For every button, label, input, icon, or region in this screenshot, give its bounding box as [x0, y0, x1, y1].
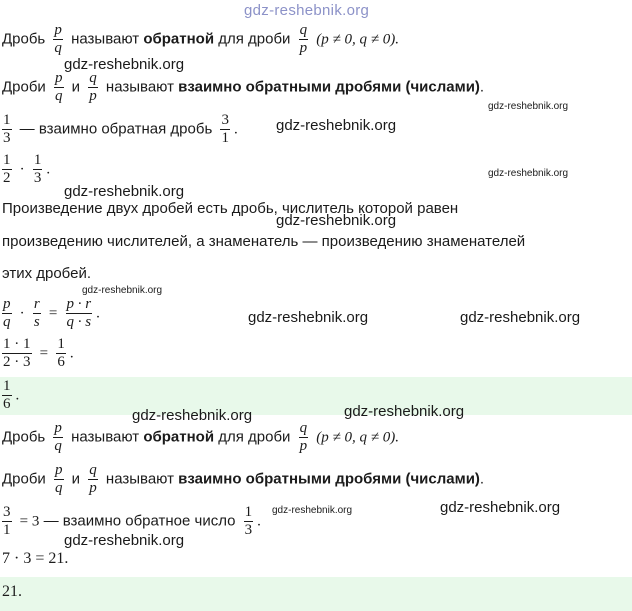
equals: =	[39, 345, 49, 362]
watermark: gdz-reshebnik.org	[64, 183, 185, 200]
watermark: gdz-reshebnik.org	[276, 117, 397, 134]
fraction-p-over-q: $\frac{p}{q}$	[55, 70, 63, 104]
rule-line-2: произведению числителей, а знаменатель — произведению знаменателей	[2, 233, 526, 250]
fraction-pr-qs: $\frac{p \cdot r}{q \cdot s}$	[66, 296, 92, 330]
watermark: gdz-reshebnik.org	[272, 505, 353, 516]
fraction-1-3: $\frac{1}{3}$	[244, 504, 253, 538]
definition-reciprocal	[2, 22, 399, 57]
fraction-p-over-q: $\frac{p}{q}$	[54, 22, 62, 56]
calc-product	[2, 336, 74, 371]
watermark: gdz-reshebnik.org	[248, 309, 369, 326]
text-reciprocal-number: — взаимно обратное число	[43, 512, 236, 530]
watermark: gdz-reshebnik.org	[440, 499, 561, 516]
rule-line-1: Произведение двух дробей есть дробь, числитель которой равен	[2, 200, 459, 217]
term-reciprocal: обратной	[143, 30, 215, 48]
fraction-r-s: $\frac{r}{s}$	[33, 296, 40, 330]
watermark-top: gdz-reshebnik.org	[244, 2, 370, 19]
answer-band-1	[0, 377, 632, 415]
watermark: gdz-reshebnik.org	[488, 101, 569, 112]
watermark: gdz-reshebnik.org	[488, 168, 569, 179]
answer-1	[2, 378, 19, 413]
text-called: называют	[105, 78, 174, 96]
condition: (p ≠ 0, q ≠ 0).	[316, 429, 399, 446]
fraction-1-6: $\frac{1}{6}$	[57, 336, 65, 370]
word-and: и	[71, 78, 81, 96]
definition-mutual	[2, 70, 484, 105]
period: .	[69, 345, 74, 362]
fraction-3-1: $\frac{3}{1}$	[221, 112, 229, 146]
formula-product	[2, 296, 100, 331]
period: .	[257, 513, 261, 530]
fraction-q-over-p: $\frac{q}{p}$	[89, 462, 97, 496]
dot: ·	[19, 161, 25, 178]
fraction-1-3: $\frac{1}{3}$	[3, 112, 11, 146]
fraction-q-over-p: $\frac{q}{p}$	[299, 420, 308, 454]
fraction-q-over-p: $\frac{q}{p}$	[299, 22, 308, 56]
period: .	[15, 387, 20, 404]
step-product	[2, 152, 50, 187]
watermark: gdz-reshebnik.org	[64, 532, 185, 549]
rule-line-3: этих дробей.	[2, 265, 91, 282]
fraction-1-6: $\frac{1}{6}$	[3, 378, 11, 412]
period: .	[46, 161, 51, 178]
equals-3: = 3	[19, 513, 40, 530]
fraction-1-3: $\frac{1}{3}$	[33, 152, 42, 186]
text-reciprocal: — взаимно обратная дробь	[19, 120, 213, 138]
watermark: gdz-reshebnik.org	[276, 212, 397, 229]
word-drob: Дробь	[2, 428, 46, 446]
calc-7x3: 7 · 3 = 21.	[2, 550, 69, 567]
watermark: gdz-reshebnik.org	[460, 309, 581, 326]
period: .	[479, 470, 485, 488]
text-called: называют	[71, 428, 140, 446]
fraction-1x1-2x3: $\frac{1 \cdot 1}{2 \cdot 3}$	[3, 336, 31, 370]
condition: (p ≠ 0, q ≠ 0).	[316, 31, 399, 48]
word-drob: Дробь	[2, 30, 46, 48]
text-called: называют	[71, 30, 140, 48]
fraction-p-over-q: $\frac{p}{q}$	[54, 420, 62, 454]
term-reciprocal: обратной	[143, 428, 215, 446]
text-for-fraction: для дроби	[218, 428, 291, 446]
fraction-1-2: $\frac{1}{2}$	[3, 152, 11, 186]
watermark: gdz-reshebnik.org	[64, 56, 185, 73]
fraction-p-over-q: $\frac{p}{q}$	[55, 462, 63, 496]
word-drobi: Дроби	[2, 470, 46, 488]
fraction-p-q: $\frac{p}{q}$	[3, 296, 11, 330]
word-and: и	[71, 470, 81, 488]
fraction-3-1: $\frac{3}{1}$	[3, 504, 11, 538]
step-reciprocal-1-3	[2, 112, 238, 147]
dot: ·	[19, 305, 25, 322]
watermark: gdz-reshebnik.org	[82, 285, 163, 296]
fraction-q-over-p: $\frac{q}{p}$	[89, 70, 97, 104]
watermark: gdz-reshebnik.org	[132, 407, 253, 424]
watermark: gdz-reshebnik.org	[344, 403, 465, 420]
period: .	[233, 121, 238, 138]
answer-2: 21.	[2, 583, 22, 600]
definition-mutual-2	[2, 462, 484, 497]
word-drobi: Дроби	[2, 78, 46, 96]
text-called: называют	[105, 470, 174, 488]
period: .	[479, 78, 485, 96]
text-for-fraction: для дроби	[218, 30, 291, 48]
answer-band-2	[0, 577, 632, 611]
period: .	[96, 305, 100, 322]
term-mutual: взаимно обратными дробями (числами)	[178, 470, 480, 488]
definition-reciprocal-2	[2, 420, 399, 455]
term-mutual: взаимно обратными дробями (числами)	[178, 78, 480, 96]
equals: =	[48, 305, 58, 322]
